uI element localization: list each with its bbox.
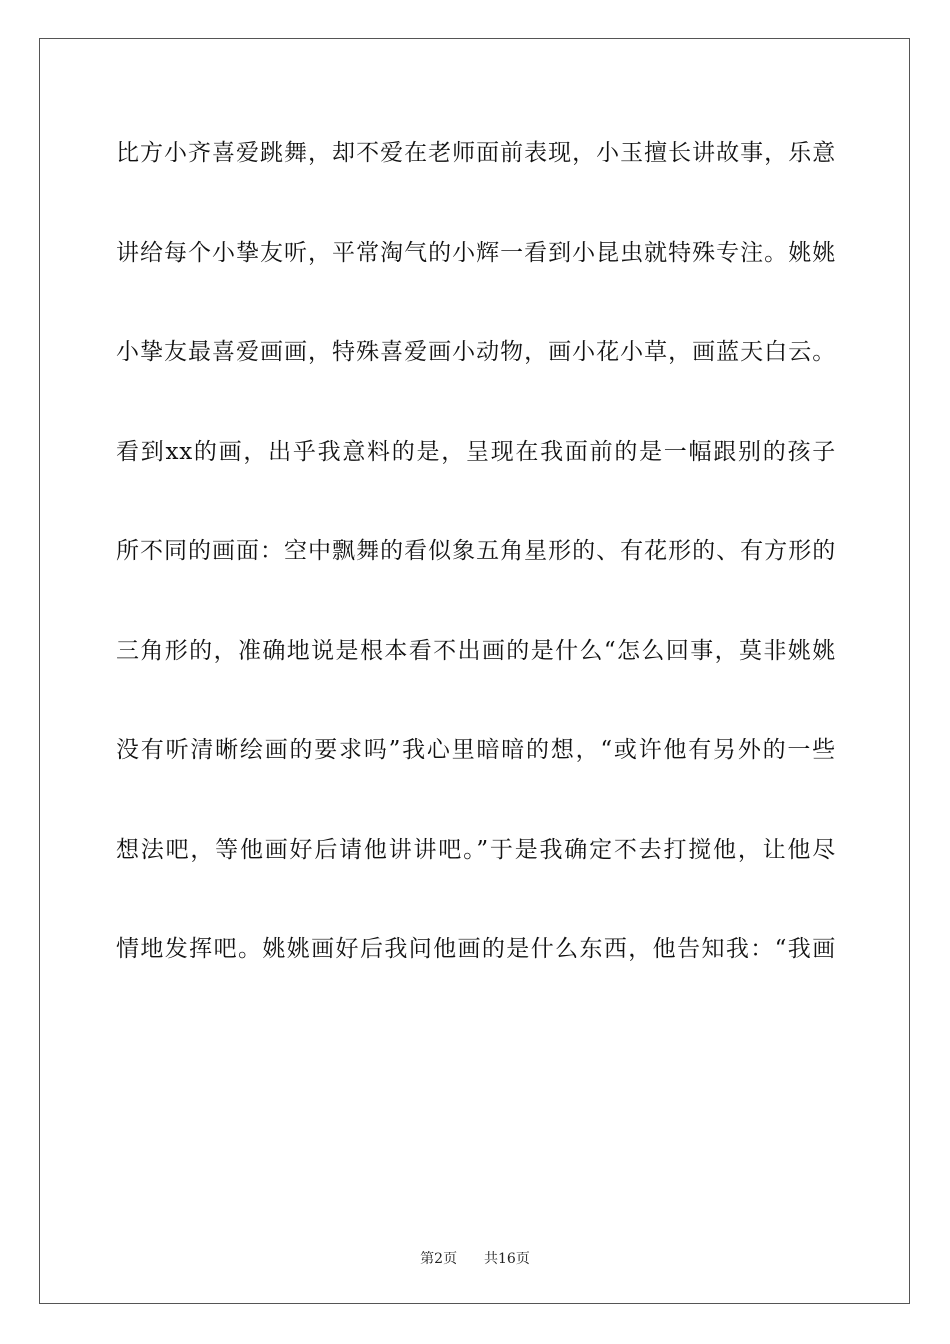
text-line: 所不同的画面：空中飘舞的看似象五角星形的、有花形的、有方形的	[116, 538, 836, 564]
text-line: 情地发挥吧。姚姚画好后我问他画的是什么东西，他告知我：“我画	[116, 936, 836, 962]
text-line: 小挚友最喜爱画画，特殊喜爱画小动物，画小花小草，画蓝天白云。	[116, 339, 836, 365]
page-number: 第2页	[420, 1251, 458, 1267]
text-line: 比方小齐喜爱跳舞，却不爱在老师面前表现，小玉擅长讲故事，乐意	[116, 140, 836, 166]
text-line: 想法吧，等他画好后请他讲讲吧。”于是我确定不去打搅他，让他尽	[116, 836, 836, 863]
text-line: 讲给每个小挚友听，平常淘气的小辉一看到小昆虫就特殊专注。姚姚	[116, 239, 836, 266]
page-footer	[0, 1248, 950, 1268]
total-pages: 共16页	[484, 1251, 530, 1267]
document-body	[116, 128, 836, 1024]
text-line: 三角形的，准确地说是根本看不出画的是什么“怎么回事，莫非姚姚	[116, 637, 836, 664]
text-line: 看到xx的画，出乎我意料的是，呈现在我面前的是一幅跟别的孩子	[116, 438, 836, 465]
text-line: 没有听清晰绘画的要求吗”我心里暗暗的想，“或许他有另外的一些	[116, 737, 836, 763]
